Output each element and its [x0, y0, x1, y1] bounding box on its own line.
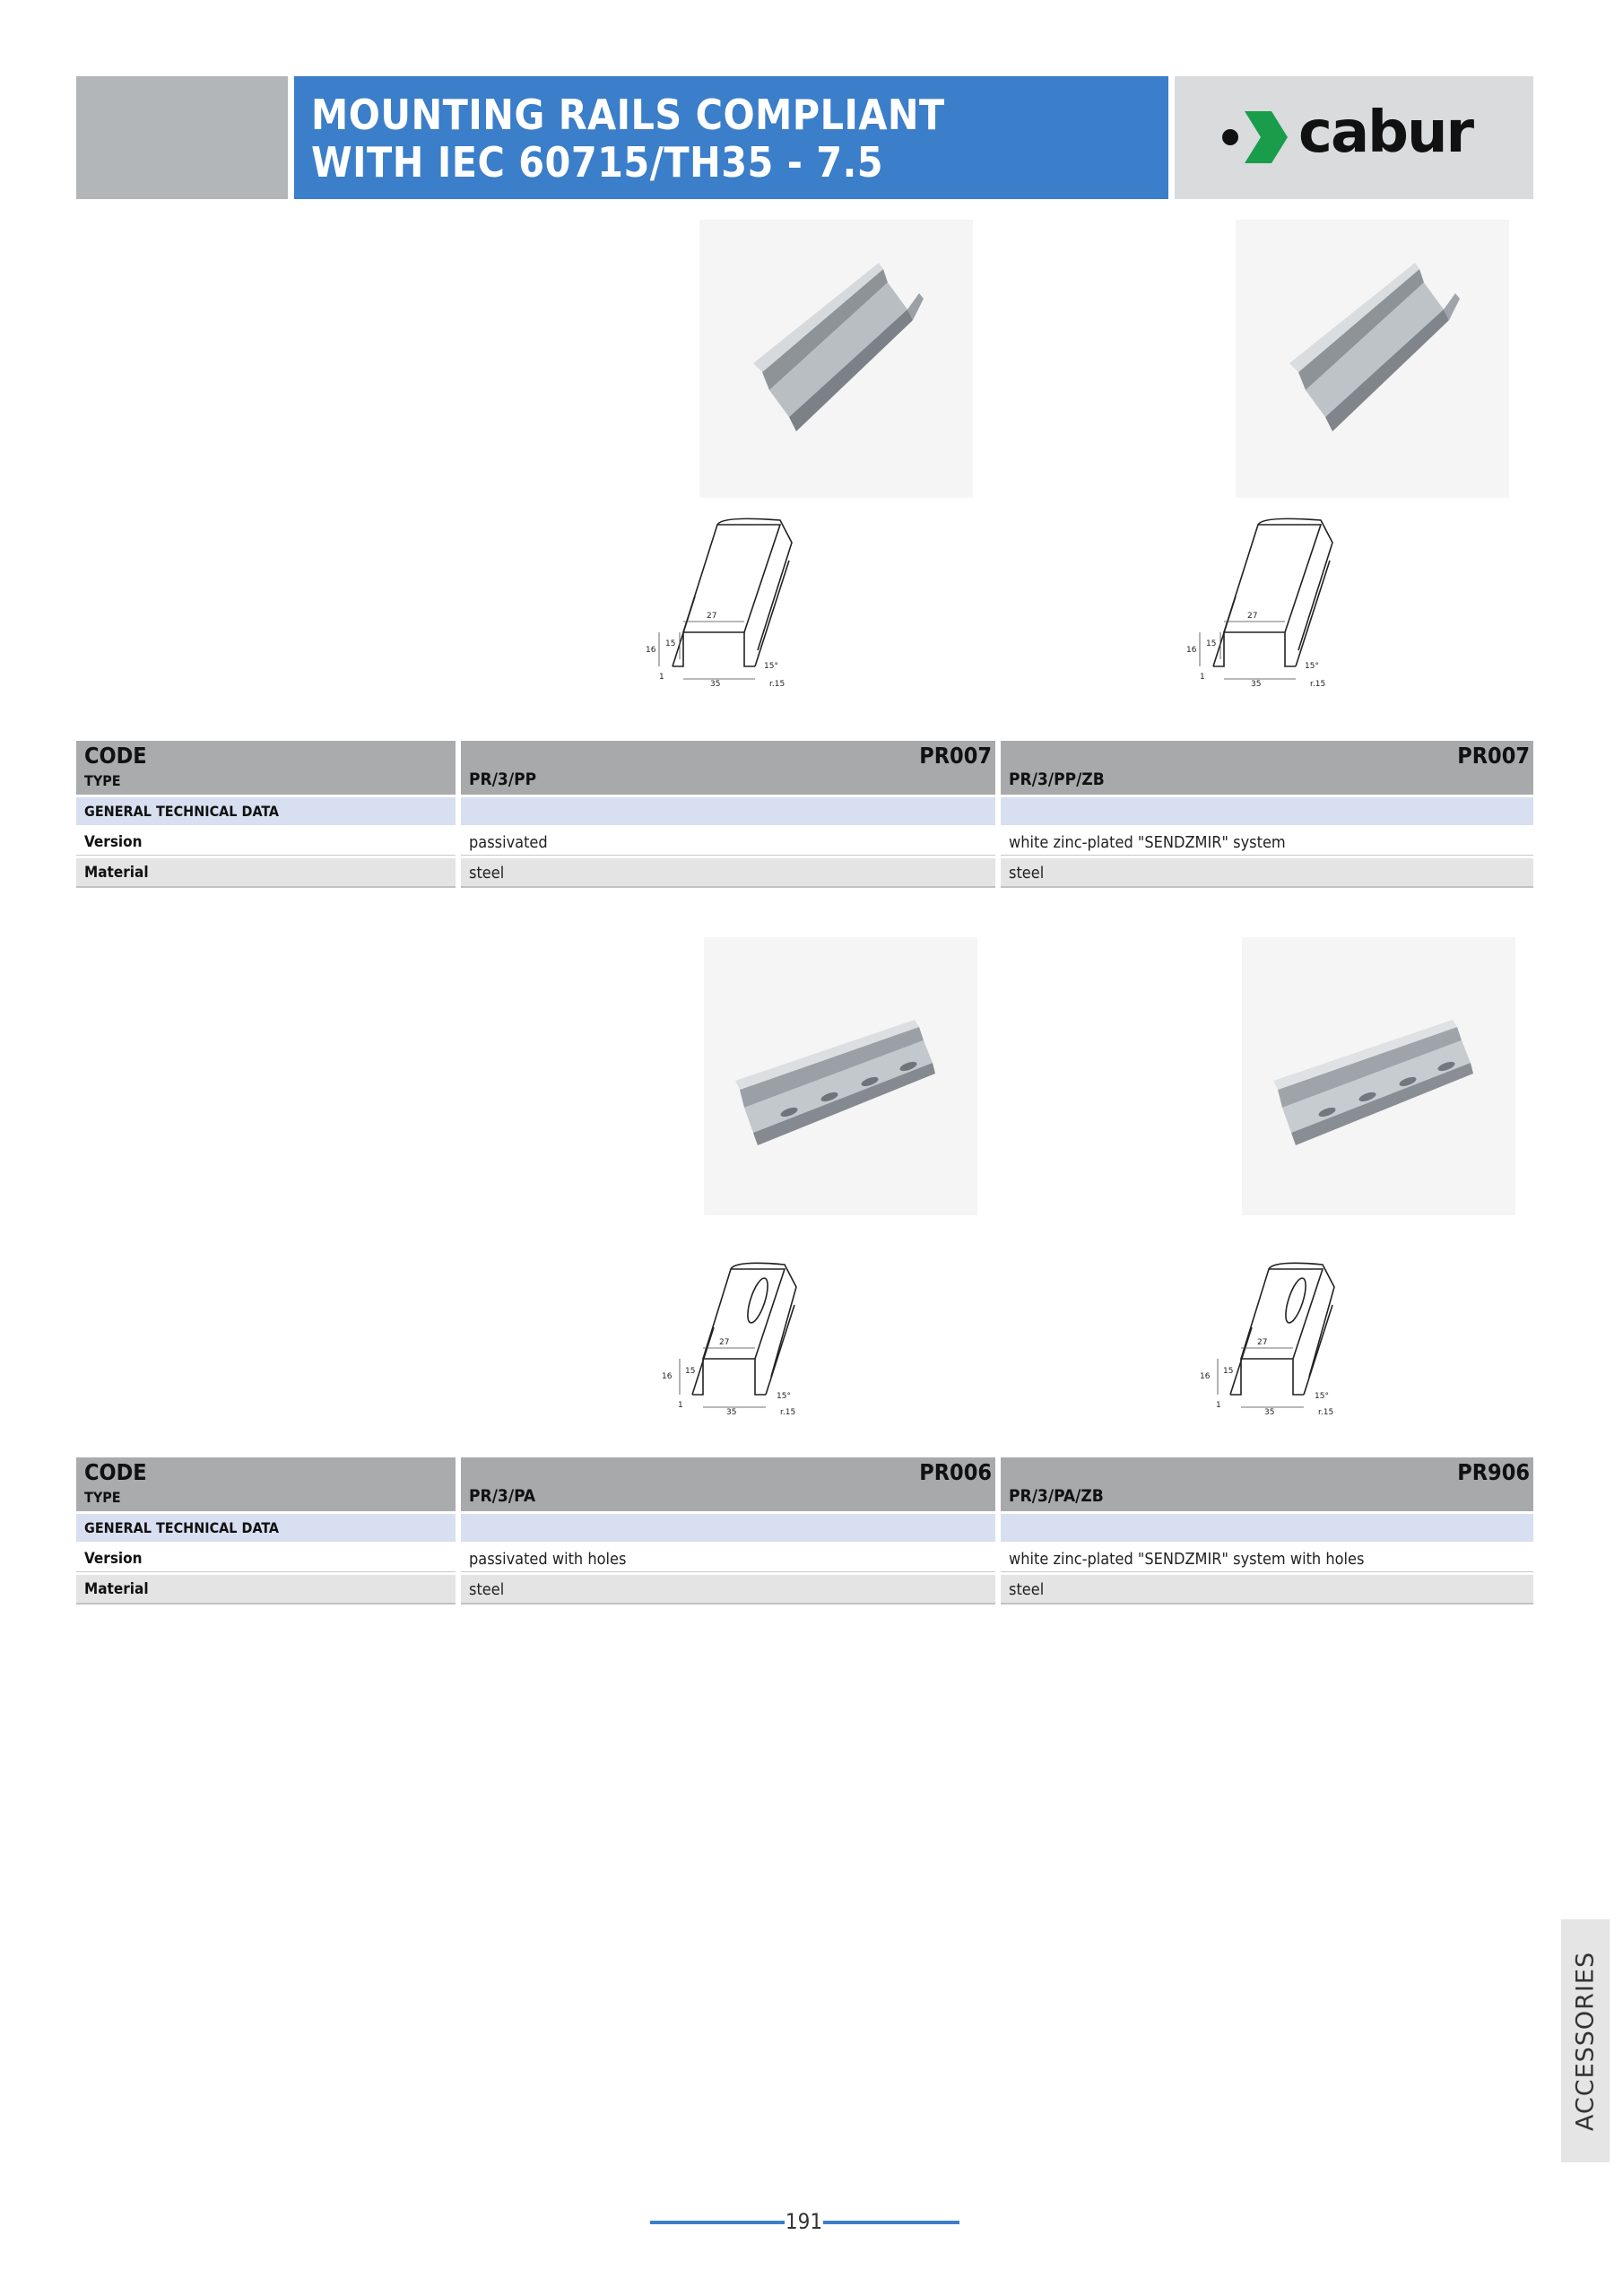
product-photo-pr3pp — [699, 220, 973, 498]
version-value: white zinc-plated "SENDZMIR" system with holes — [1009, 1550, 1365, 1569]
product-code: PR906 — [1457, 1459, 1530, 1485]
material-value: steel — [1009, 864, 1045, 883]
cabur-logo-icon — [1219, 108, 1291, 167]
version-value: passivated — [469, 833, 548, 852]
spec-table-2 — [76, 1457, 1533, 1606]
dim-width: 35 — [710, 680, 721, 689]
dim-height-outer: 15 — [1206, 639, 1217, 648]
product-photo-pr3pa — [704, 937, 977, 1215]
product-photo-pr3ppzb — [1236, 220, 1509, 498]
code-row — [76, 741, 1533, 795]
general-data-label: GENERAL TECHNICAL DATA — [84, 1519, 280, 1536]
page-number: 191 — [785, 2209, 823, 2234]
technical-drawing-pr3pp — [610, 507, 825, 695]
version-value: white zinc-plated "SENDZMIR" system — [1009, 833, 1286, 852]
material-label: Material — [84, 864, 149, 882]
dim-width: 35 — [1251, 680, 1262, 689]
product-type: PR/3/PA/ZB — [1009, 1486, 1104, 1506]
dim-inner: 27 — [1257, 1338, 1268, 1347]
version-label: Version — [84, 1550, 143, 1568]
code-row — [76, 1457, 1533, 1511]
title-line-1: MOUNTING RAILS COMPLIANT — [311, 91, 945, 139]
dim-height: 16 — [1186, 646, 1197, 655]
dim-height: 16 — [1200, 1372, 1211, 1381]
dim-height: 16 — [646, 646, 656, 655]
dim-height-outer: 15 — [665, 639, 676, 648]
general-data-row — [76, 797, 1533, 825]
technical-drawing-pr3pazb — [1157, 1251, 1372, 1422]
technical-drawing-pr3pa — [619, 1251, 834, 1422]
general-data-row — [76, 1514, 1533, 1542]
material-row — [76, 858, 1533, 888]
dim-height-outer: 15 — [1223, 1367, 1234, 1376]
product-code: PR007 — [1457, 743, 1530, 769]
dim-width: 35 — [1264, 1408, 1275, 1417]
dim-thickness: 1 — [678, 1401, 683, 1410]
code-label: CODE — [84, 743, 147, 769]
code-label: CODE — [84, 1459, 147, 1485]
version-row — [76, 828, 1533, 856]
section-tab-label: ACCESSORIES — [1571, 1951, 1600, 2131]
product-photo-pr3pazb — [1242, 937, 1515, 1215]
dim-thickness: 1 — [1200, 673, 1205, 682]
dim-radius: r.15 — [780, 1408, 796, 1417]
product-code: PR006 — [919, 1459, 992, 1485]
spec-table-1 — [76, 741, 1533, 890]
dim-inner: 27 — [1247, 612, 1258, 621]
dim-angle: 15° — [1315, 1392, 1329, 1401]
version-label: Version — [84, 833, 143, 851]
dim-height: 16 — [662, 1372, 673, 1381]
dim-width: 35 — [726, 1408, 737, 1417]
dim-radius: r.15 — [769, 680, 785, 689]
dim-thickness: 1 — [659, 673, 664, 682]
dim-height-outer: 15 — [685, 1367, 696, 1376]
version-value: passivated with holes — [469, 1550, 627, 1569]
footer-rule-right — [823, 2221, 959, 2224]
type-label: TYPE — [84, 772, 121, 789]
header-grey-block — [76, 76, 288, 199]
product-type: PR/3/PP — [469, 770, 537, 789]
dim-thickness: 1 — [1216, 1401, 1221, 1410]
page-title — [311, 91, 1154, 187]
dim-radius: r.15 — [1318, 1408, 1334, 1417]
material-row — [76, 1575, 1533, 1605]
material-value: steel — [469, 1580, 505, 1599]
dim-angle: 15° — [764, 662, 778, 671]
dim-angle: 15° — [1305, 662, 1319, 671]
brand-logo-text: cabur — [1298, 100, 1473, 166]
material-value: steel — [1009, 1580, 1045, 1599]
dim-inner: 27 — [719, 1338, 730, 1347]
dim-radius: r.15 — [1310, 680, 1326, 689]
dim-inner: 27 — [707, 612, 717, 621]
technical-drawing-pr3ppzb — [1150, 507, 1366, 695]
title-line-2: WITH IEC 60715/TH35 - 7.5 — [311, 138, 884, 187]
version-row — [76, 1544, 1533, 1572]
footer-rule-left — [650, 2221, 785, 2224]
material-value: steel — [469, 864, 505, 883]
product-code: PR007 — [919, 743, 992, 769]
product-type: PR/3/PP/ZB — [1009, 770, 1105, 789]
product-type: PR/3/PA — [469, 1486, 536, 1506]
type-label: TYPE — [84, 1489, 121, 1506]
material-label: Material — [84, 1580, 149, 1598]
dim-angle: 15° — [777, 1392, 791, 1401]
general-data-label: GENERAL TECHNICAL DATA — [84, 803, 280, 820]
